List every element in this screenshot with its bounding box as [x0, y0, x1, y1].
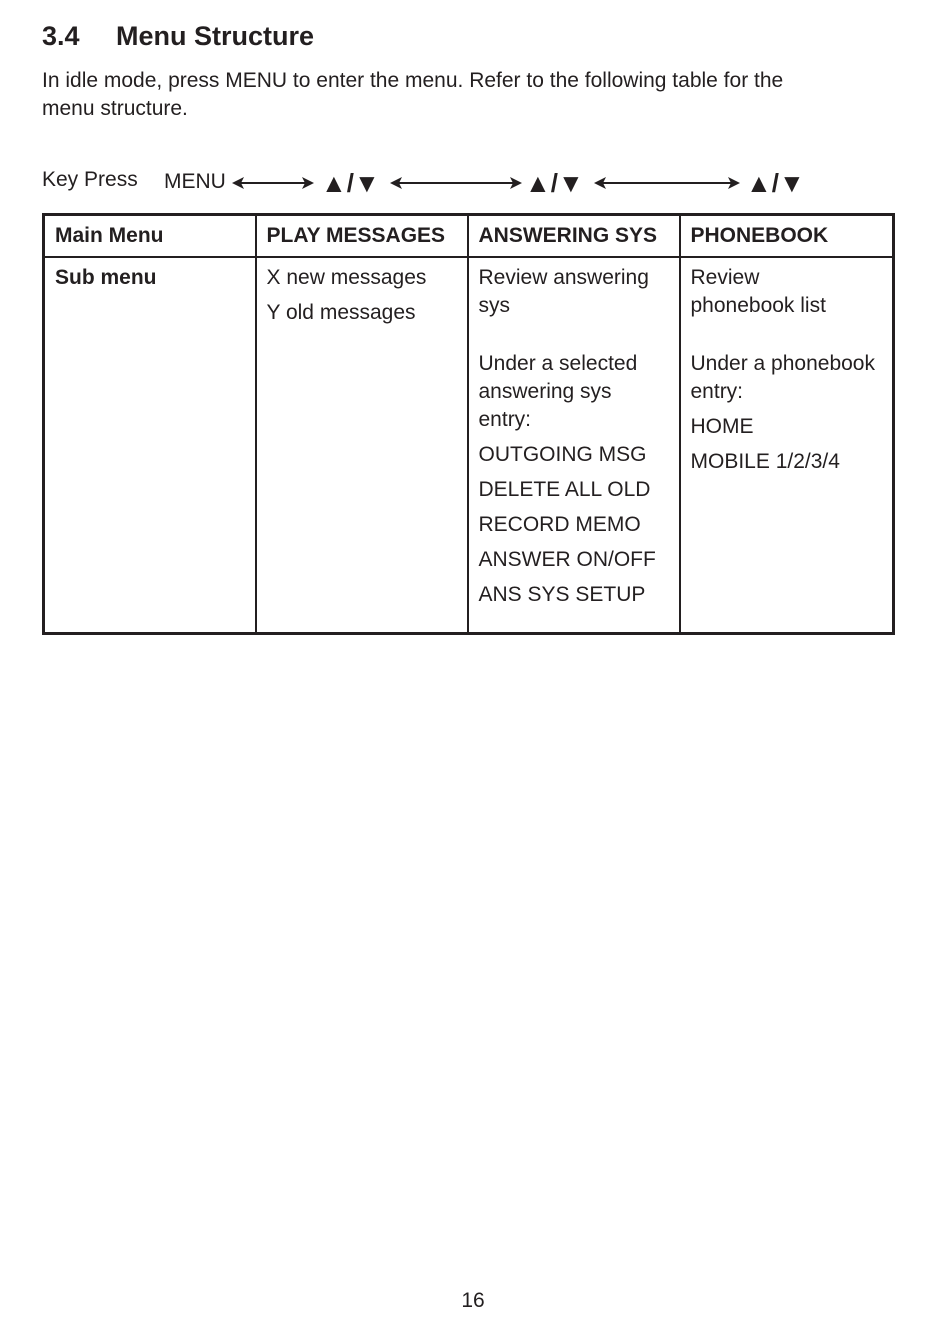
- intro-line-2: menu structure.: [42, 97, 188, 120]
- submenu-item: ANSWER ON/OFF: [478, 548, 656, 571]
- header-answering-sys: ANSWERING SYS: [468, 215, 680, 258]
- play-messages-submenu: [256, 257, 468, 634]
- intro-paragraph: [42, 67, 872, 123]
- intro-line-1: In idle mode, press MENU to enter the menu. Refer to the following table for the: [42, 69, 784, 92]
- key-press-label: Key Press: [42, 168, 138, 191]
- answering-sys-note: Under a selected answering sys entry:: [478, 352, 638, 431]
- submenu-item: HOME: [690, 415, 754, 438]
- header-phonebook: PHONEBOOK: [680, 215, 894, 258]
- double-arrow-icon: [230, 166, 316, 200]
- phonebook-submenu: [680, 257, 894, 634]
- main-menu-row: [44, 215, 894, 258]
- answering-sys-review: Review answering sys: [478, 266, 649, 317]
- key-press-sequence: [42, 166, 842, 200]
- sub-menu-label: Sub menu: [55, 266, 157, 289]
- header-play-messages: PLAY MESSAGES: [256, 215, 468, 258]
- double-arrow-icon: [592, 166, 742, 200]
- submenu-item: Y old messages: [266, 301, 416, 324]
- sub-menu-label-cell: [44, 257, 256, 634]
- submenu-item: OUTGOING MSG: [478, 443, 647, 466]
- up-down-keys: ▲/▼: [746, 168, 805, 198]
- double-arrow-icon: [388, 166, 524, 200]
- up-down-keys: ▲/▼: [321, 168, 380, 198]
- submenu-item: DELETE ALL OLD: [478, 478, 651, 501]
- submenu-item: MOBILE 1/2/3/4: [690, 450, 840, 473]
- section-heading: [42, 18, 314, 54]
- main-menu-label: Main Menu: [44, 215, 256, 258]
- submenu-item: RECORD MEMO: [478, 513, 641, 536]
- menu-key: MENU: [164, 170, 226, 193]
- menu-structure-table: [42, 213, 895, 635]
- up-down-keys: ▲/▼: [525, 168, 584, 198]
- section-title: Menu Structure: [116, 21, 315, 51]
- phonebook-note: Under a phonebook entry:: [690, 352, 875, 403]
- sub-menu-row: [44, 257, 894, 634]
- section-number: 3.4: [42, 21, 80, 51]
- submenu-item: X new messages: [266, 266, 427, 289]
- answering-sys-submenu: [468, 257, 680, 634]
- page-number: 16: [461, 1289, 485, 1312]
- phonebook-review: Review phonebook list: [690, 266, 826, 317]
- submenu-item: ANS SYS SETUP: [478, 583, 646, 606]
